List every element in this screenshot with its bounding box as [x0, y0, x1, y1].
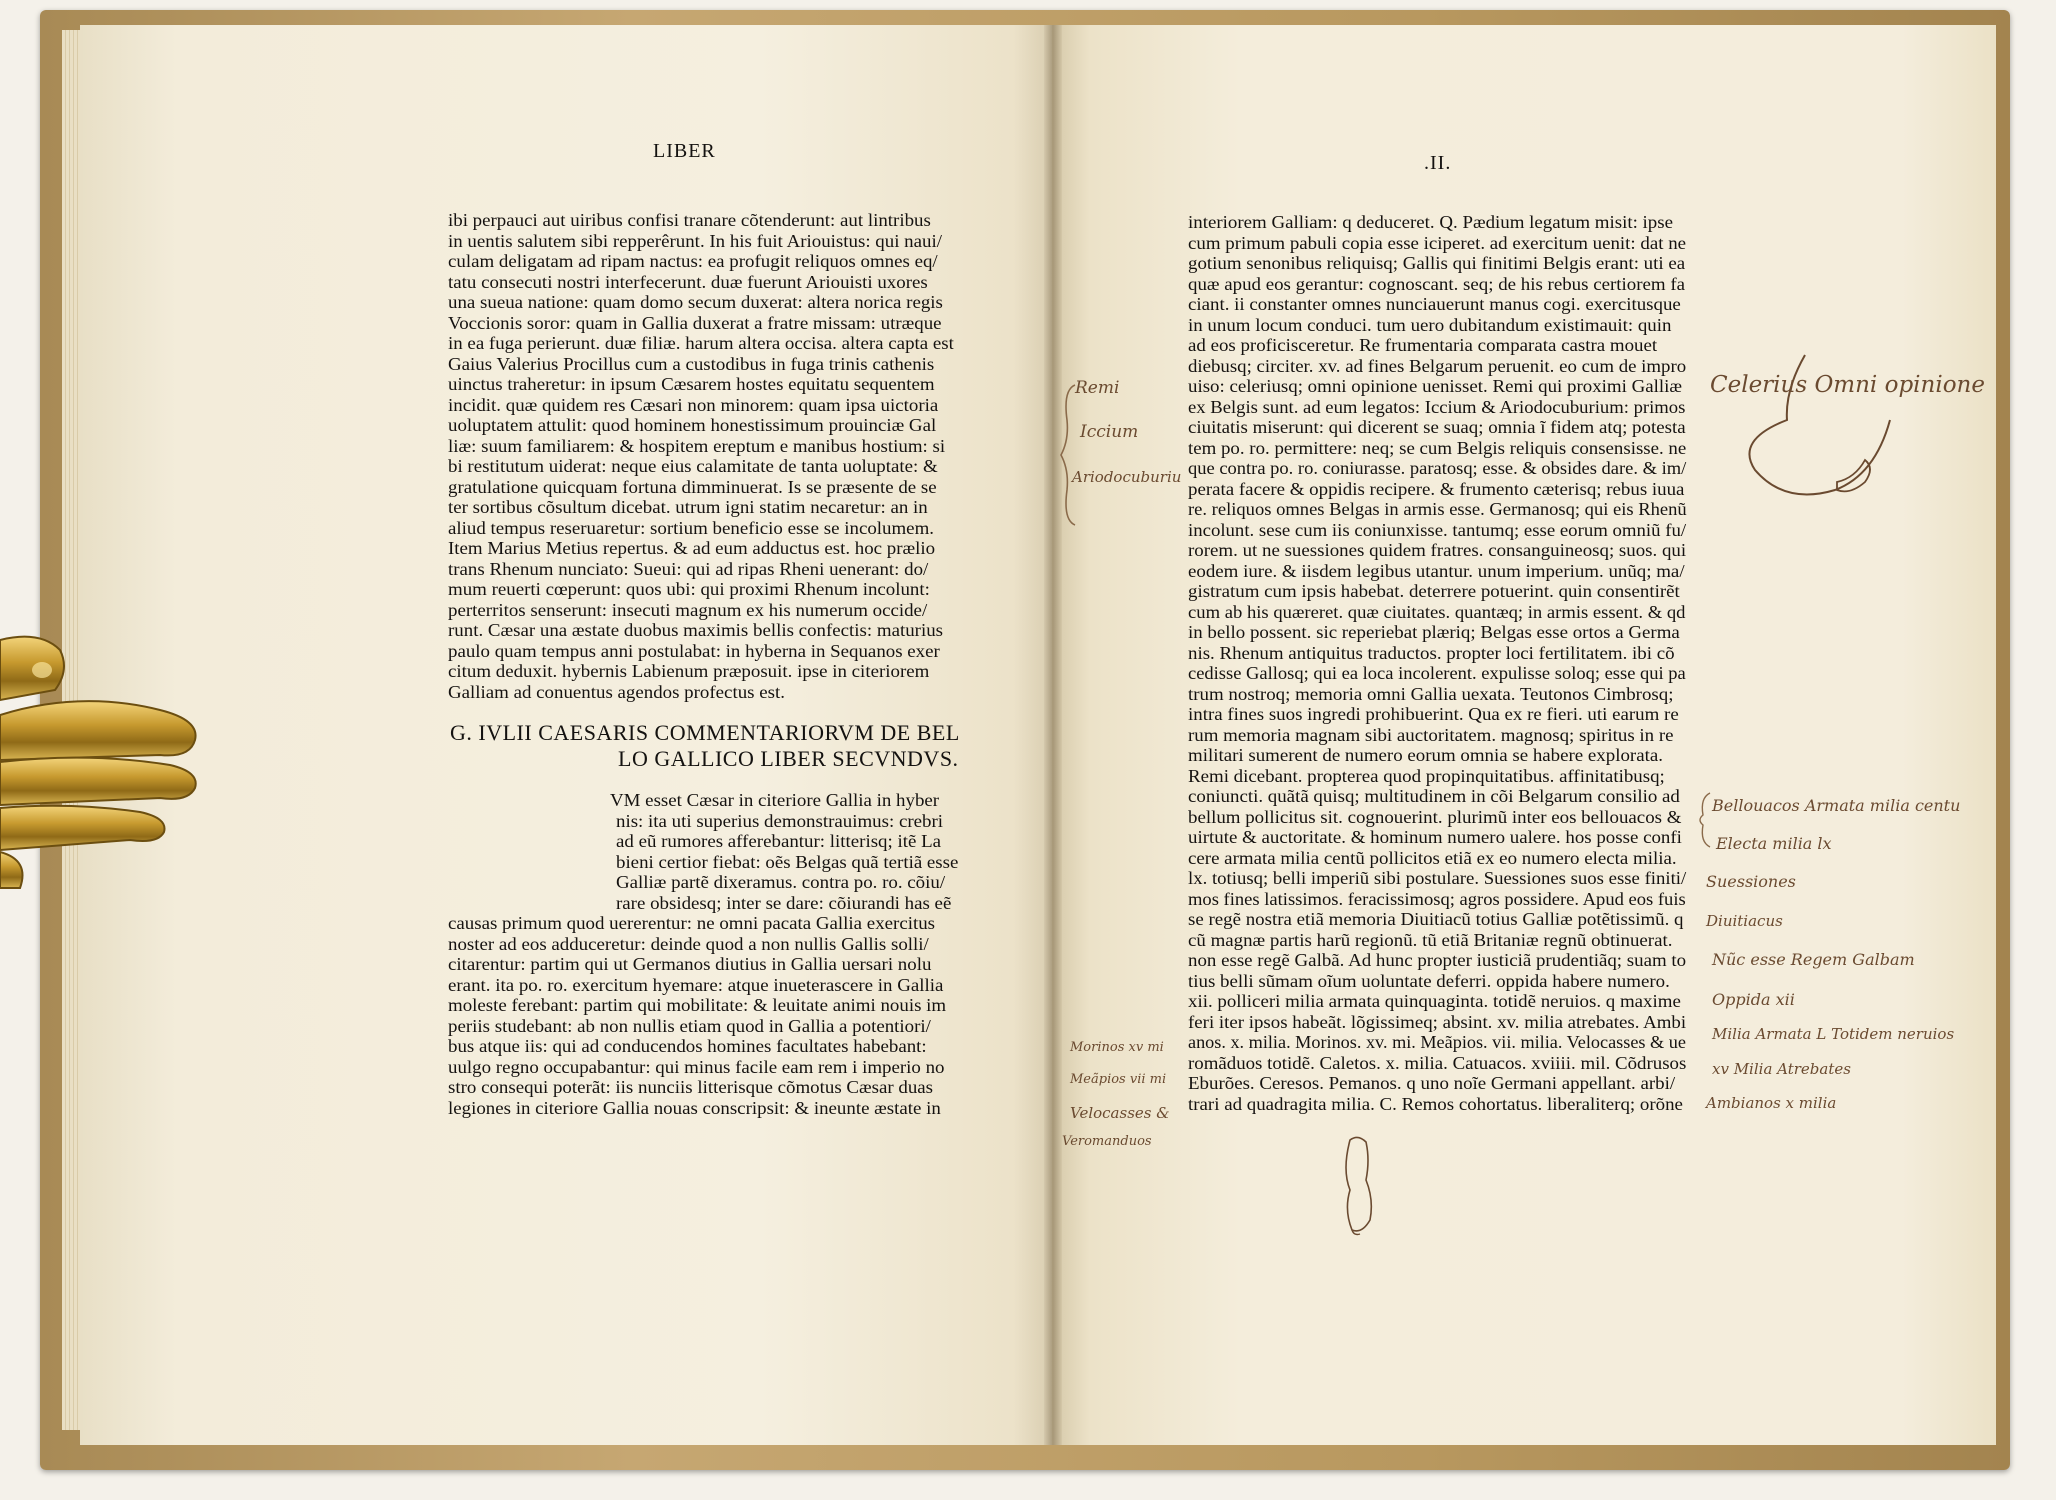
- left-text-line: liæ: suum familiarem: & hospitem ereptum e manibus hostium: si: [448, 435, 946, 456]
- right-text-line: militari sumerent de numero eorum omnia se habere explorata.: [1188, 745, 1663, 765]
- left-text-line: ibi perpauci aut uiribus confisi tranare cõtenderunt: aut lintribus: [448, 210, 931, 230]
- margin-note-morinos: Morinos xv mi: [1070, 1040, 1164, 1055]
- left-text-line: trans Rhenum nunciato: Sueui: qui ad ripas Rheni uenerant: do/: [448, 558, 929, 579]
- margin-note-atrebates: xv Milia Atrebates: [1712, 1060, 1851, 1078]
- margin-note-diuitiacus: Diuitiacus: [1706, 912, 1783, 930]
- left-text-line: culam deligatam ad ripam nactus: ea profugit reliquos omnes eq/: [448, 251, 938, 271]
- left-text-line: Item Marius Metius repertus. & ad eum adductus est. hoc prælio: [448, 538, 936, 558]
- right-text-line: uirtute & auctoritate. & hominum numero ualere. hos posse confi: [1188, 827, 1682, 847]
- margin-note-celerius: Celerius Omni opinione: [1710, 372, 1985, 398]
- right-text-line: non esse regẽ Galbã. Ad hunc propter iusticiã prudentiãq; suam to: [1188, 950, 1687, 970]
- right-text-line: re. reliquos omnes Belgas in armis esse. Germanosq; qui eis Rhenũ: [1188, 499, 1687, 519]
- right-text-line: interiorem Galliam: q deduceret. Q. Pædium legatum misit: ipse: [1188, 212, 1674, 232]
- right-text-line: lx. totiusq; belli imperiũ sibi postulare. Suessiones suos esse finiti/: [1188, 868, 1687, 888]
- right-text-line: diebusq; circiter. xv. ad fines Belgarum peruenit. eo cum de impro: [1188, 355, 1687, 376]
- right-text-block: [1188, 212, 1687, 1114]
- right-text-line: quæ apud eos gerantur: cognoscant. seq; de his rebus certiorem fa: [1188, 273, 1686, 294]
- margin-note-remi: Remi: [1075, 378, 1120, 398]
- manicule-curve-icon: [1725, 350, 1895, 510]
- right-text-line: uiso: celeriusq; omni opinione uenisset. Remi qui proximi Galliæ: [1188, 376, 1682, 396]
- left-text-2-line: rare obsidesq; inter se dare: cõiurandi has eẽ: [616, 892, 952, 913]
- left-text-2-line: uulgo regno occupabantur: qui minus facile eam rem i imperio no: [448, 1056, 945, 1077]
- left-text-2-line: bus atque iis: qui ad conducendos homines facultates habebant:: [448, 1036, 927, 1056]
- right-text-line: cum primum pabuli copia esse iciperet. ad exercitum uenit: dat ne: [1188, 232, 1687, 253]
- left-text-line: bi restitutum uiderat: neque eius calamitate de tanta uoluptate: &: [448, 456, 938, 476]
- left-text-block: [448, 210, 954, 702]
- right-text-line: in bello possent. sic reperiebat plæriq; Belgas esse ortos a Germa: [1188, 622, 1680, 642]
- right-text-line: cedisse Gallosq; qui ea loca incolerent. expulisse soloq; esse qui pa: [1188, 663, 1686, 683]
- left-text-line: gratulatione quicquam fortuna dimminuerat. Is se præsente de se: [448, 476, 937, 497]
- left-text-2-line: nis: ita uti superius demonstrauimus: crebri: [616, 810, 944, 831]
- left-text-line: Gaius Valerius Procillus cum a custodibus in fuga trinis cathenis: [448, 353, 935, 374]
- brass-clasp-icon: [0, 630, 210, 890]
- right-text-line: Eburões. Ceresos. Pemanos. q uno noĩe Germani appellant. arbi/: [1188, 1073, 1676, 1093]
- right-text-line: coniuncti. quãtã quisq; multitudinem in cõi Belgarum consilio ad: [1188, 786, 1680, 806]
- right-text-line: cum ab his quæreret. quæ ciuitates. quantæq; in armis essent. & qd: [1188, 601, 1686, 622]
- right-text-line: xii. polliceri milia armata quinquaginta. totidẽ neruios. q maxime: [1188, 991, 1681, 1011]
- margin-note-suessiones: Suessiones: [1706, 872, 1796, 891]
- margin-note-ambianos: Ambianos x milia: [1706, 1094, 1837, 1112]
- right-text-line: ciuitatis miserunt: qui dicerent se suaq; omnia ĩ fidem atq; potesta: [1188, 417, 1686, 437]
- bracket-icon: [1055, 380, 1085, 530]
- right-text-line: que contra po. ro. coniurasse. paratosq; esse. & obsides dare. & im/: [1188, 458, 1687, 478]
- right-text-line: feri iter ipsos habeãt. lõgissimeq; absint. xv. milia atrebates. Ambi: [1188, 1011, 1687, 1032]
- left-text-2-line: bieni certior fiebat: oẽs Belgas quã tertiã esse: [616, 851, 959, 872]
- right-text-line: cũ magnæ partis harũ regionũ. tũ etiã Britaniæ regnũ obtinuerat.: [1188, 929, 1673, 950]
- margin-note-neruios: Milia Armata L Totidem neruios: [1712, 1025, 1955, 1043]
- margin-note-velocasses: Velocasses &: [1070, 1104, 1170, 1122]
- left-running-head: LIBER: [653, 140, 716, 162]
- margin-note-galbam: Nũc esse Regem Galbam: [1712, 950, 1915, 969]
- right-text-line: tem po. ro. permittere: neq; se cum Belgis reliquis consensisse. ne: [1188, 437, 1687, 458]
- margin-note-veromanduos: Veromanduos: [1062, 1134, 1152, 1149]
- right-text-line: gistratum cum ipsis habebat. deterrere potuerint. quin consentirẽt: [1188, 581, 1680, 601]
- left-text-2-line: erant. ita po. ro. exercitum hyemare: atque inueterascere in Gallia: [448, 974, 944, 995]
- left-text-line: citum deduxit. hybernis Labienum præposuit. ipse in citeriorem: [448, 661, 930, 681]
- heading-line-2: LO GALLICO LIBER SECVNDVS.: [618, 746, 959, 771]
- right-running-head: .II.: [1424, 152, 1452, 174]
- right-text-line: tius belli sũmam oĩum uoluntate deferri. oppida habere numero.: [1188, 970, 1670, 991]
- right-text-line: trum nostroq; memoria omni Gallia uexata. Teutonos Cimbrosq;: [1188, 683, 1674, 704]
- right-text-line: bellum pollicitus sit. cognouerint. plurimũ inter eos bellouacos &: [1188, 806, 1682, 827]
- margin-note-bellouacos: Bellouacos Armata milia centu: [1712, 796, 1961, 815]
- right-text-line: rorem. ut ne suessiones quidem fratres. consanguineosq; suos. qui: [1188, 540, 1687, 560]
- right-text-line: ciant. ii constanter omnes nunciauerunt manus cogi. exercitusque: [1188, 294, 1681, 314]
- left-text-line: mum reuerti cœperunt: quos ubi: qui proximi Rhenum incolunt:: [448, 579, 930, 599]
- left-text-2-line: causas primum quod uererentur: ne omni pacata Gallia exercitus: [448, 913, 936, 933]
- right-text-line: Remi dicebant. propterea quod propinquitatibus. affinitatibusq;: [1188, 765, 1665, 786]
- left-text-2-line: noster ad eos adduceretur: deinde quod a non nullis Gallis solli/: [448, 933, 929, 954]
- bracket-icon: [1695, 790, 1715, 850]
- left-text-2-line: ad eũ rumores afferebantur: litterisq; itẽ La: [616, 831, 942, 851]
- left-text-line: uinctus traheretur: in ipsum Cæsarem hostes equitatu sequentem: [448, 374, 935, 394]
- right-text-line: eodem iure. & iisdem legibus utantur. unum imperium. unũq; ma/: [1188, 560, 1685, 581]
- manicule-hand-icon: [1330, 1130, 1390, 1240]
- right-text-line: in unum locum conduci. tum uero dubitandum existimauit: quin: [1188, 314, 1672, 335]
- margin-note-electa: Electa milia lx: [1716, 834, 1832, 853]
- left-text-line: tatu consecuti nostri interfecerunt. duæ fuerunt Ariouisti uxores: [448, 271, 928, 292]
- right-text-line: romãduos totidẽ. Caletos. x. milia. Catuacos. xviiii. mil. Cõdrusos: [1188, 1052, 1687, 1073]
- book-heading: [450, 720, 960, 772]
- right-text-line: perata facere & oppidis recipere. & frumento cæterisq; rebus iuua: [1188, 478, 1685, 499]
- left-text-line: runt. Cæsar una æstate duobus maximis bellis confectis: maturius: [448, 620, 944, 640]
- left-text-line: paulo quam tempus anni postulabat: in hyberna in Sequanos exer: [448, 640, 940, 661]
- left-text-line: aliud tempus reseruaretur: sortium beneficio esse se incolumem.: [448, 517, 935, 538]
- right-text-line: se regẽ nostra etiã memoria Diuitiacũ totius Galliæ potẽtissimũ. q: [1188, 909, 1684, 929]
- margin-note-ariodocuburiu: Ariodocuburiu: [1072, 468, 1182, 486]
- right-text-line: rum memoria magnam sibi auctoritatem. magnosq; spiritus in re: [1188, 724, 1674, 745]
- left-text-2-line: stro consequi poterãt: iis nunciis litterisque cõmotus Cæsar duas: [448, 1077, 934, 1097]
- margin-note-meapios: Meãpios vii mi: [1070, 1072, 1167, 1087]
- left-text-line: ter sortibus cõsultum dicebat. utrum igni statim necaretur: an in: [448, 497, 928, 517]
- left-text-2-line: moleste ferebant: partim qui mobilitate: & leuitate animi nouis im: [448, 995, 947, 1015]
- right-text-line: trari ad quadragita milia. C. Remos cohortatus. liberaliterq; orõne: [1188, 1093, 1683, 1114]
- margin-note-iccium: Iccium: [1080, 422, 1139, 442]
- left-text-2-line: VM esset Cæsar in citeriore Gallia in hyber: [610, 790, 940, 810]
- left-text-line: Galliam ad conuentus agendos profectus est.: [448, 681, 785, 702]
- right-text-line: intra fines suos ingredi prohibuerint. Qua ex re fieri. uti earum re: [1188, 704, 1679, 724]
- left-text-line: incidit. quæ quidem res Cæsari non minorem: quam ipsa uictoria: [448, 394, 939, 415]
- left-text-2-line: legiones in citeriore Gallia nouas conscripsit: & ineunte æstate in: [448, 1097, 941, 1118]
- right-text-line: ad eos proficisceretur. Re frumentaria comparata castra mouet: [1188, 335, 1658, 355]
- left-text-line: una sueua natione: quam domo secum duxerat: altera norica regis: [448, 292, 943, 312]
- book-gutter: [1044, 25, 1062, 1445]
- left-text-line: in uentis salutem sibi repperêrunt. In his fuit Ariouistus: qui naui/: [448, 230, 942, 251]
- left-text-2-line: periis studebant: ab non nullis etiam quod in Gallia a potentiori/: [448, 1015, 931, 1036]
- right-text-line: ex Belgis sunt. ad eum legatos: Iccium & Ariodocuburium: primos: [1188, 396, 1686, 417]
- left-text-2-line: citarentur: partim qui ut Germanos diutius in Gallia uersari nolu: [448, 954, 932, 974]
- left-text-line: Voccionis soror: quam in Gallia duxerat a fratre missam: utræque: [448, 312, 942, 333]
- initial-space: [450, 790, 610, 912]
- left-text-line: uoluptatem attulit: quod hominem honestissimum prouinciæ Gal: [448, 415, 937, 435]
- left-text-2-line: Galliæ partẽ dixeramus. contra po. ro. cõiu/: [616, 872, 946, 892]
- right-text-line: incolunt. sese cum iis coniunxisse. tantumq; esse eorum omniũ fu/: [1188, 519, 1687, 540]
- left-text-line: in ea fuga perierunt. duæ filiæ. harum altera occisa. altera capta est: [448, 333, 954, 353]
- right-text-line: gotium senonibus reliquisq; Gallis qui finitimi Belgis erant: uti ea: [1188, 253, 1686, 273]
- right-text-line: cere armata milia centũ pollicitos etiã ex eo numero electa milia.: [1188, 847, 1677, 868]
- margin-note-oppida: Oppida xii: [1712, 990, 1795, 1009]
- right-text-line: nis. Rhenum antiquitus traductos. propter loci fertilitatem. ibi cõ: [1188, 642, 1675, 663]
- right-text-line: anos. x. milia. Morinos. xv. mi. Meãpios. vii. milia. Velocasses & ue: [1188, 1032, 1686, 1052]
- right-text-line: mos fines latissimos. feracissimosq; agros possidere. Apud eos fuis: [1188, 888, 1686, 909]
- heading-line-1: G. IVLII CAESARIS COMMENTARIORVM DE BEL: [450, 720, 960, 745]
- left-text-line: perterritos senserunt: insecuti magnum ex his numerum occide/: [448, 599, 928, 620]
